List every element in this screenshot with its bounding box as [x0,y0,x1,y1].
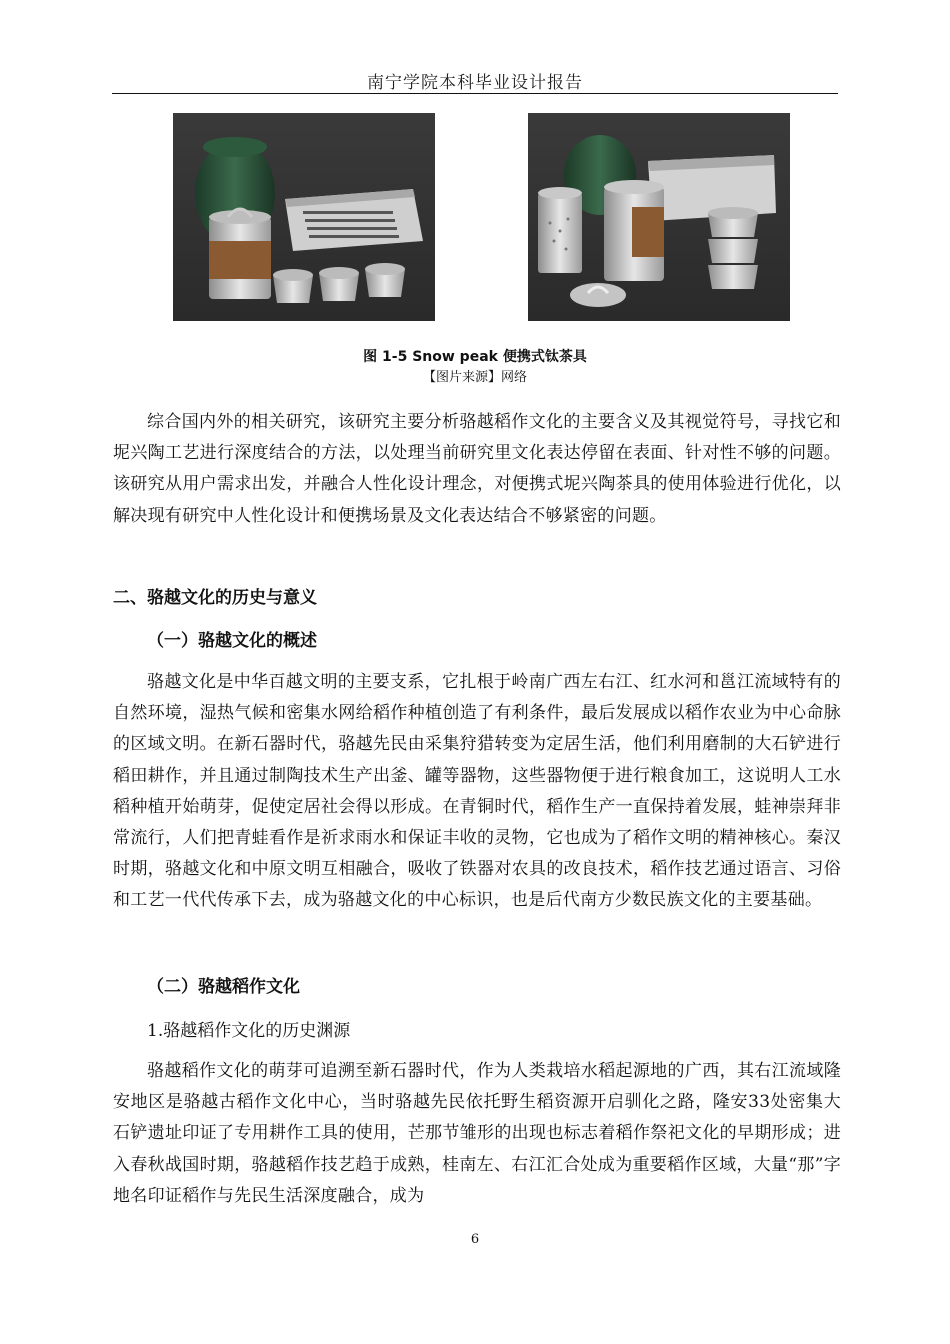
overview-paragraph-block [113,667,841,917]
overview-paragraph: 骆越文化是中华百越文明的主要支系，它扎根于岭南广西左右江、红水河和邕江流域特有的自然环境，湿热气候和密集水网给稻作种植创造了有利条件，最后发展成以稻作农业为中心命脉的区域文明。在新石器时代，骆越先民由采集狩猎转变为定居生活，他们利用磨制的大石铲进行稻田耕作，并且通过制陶技术生产出釜、罐等器物，这些器物便于进行粮食加工，这说明人工水稻种植开始萌芽，促使定居社会得以形成。在青铜时代，稻作生产一直保持着发展，蛙神崇拜非常流行，人们把青蛙看作是祈求雨水和保证丰收的灵物，它也成为了稻作文明的精神核心。秦汉时期，骆越文化和中原文明互相融合，吸收了铁器对农具的改良技术，稻作技艺通过语言、习俗和工艺一代代传承下去，成为骆越文化的中心标识，也是后代南方少数民族文化的主要基础。 [113,672,841,911]
history-paragraph: 骆越稻作文化的萌芽可追溯至新石器时代，作为人类栽培水稻起源地的广西，其右江流域隆安地区是骆越古稻作文化中心，当时骆越先民依托野生稻资源开启驯化之路，隆安33处密集大石铲遗址印证了专用耕作工具的使用，芒那节雏形的出现也标志着稻作祭祀文化的早期形成；进入春秋战国时期，骆越稻作技艺趋于成熟，桂南左、右江汇合处成为重要稻作区域，大量“那”字地名印证稻作与先民生活深度融合，成为 [113,1061,841,1206]
photo-tea-set-right [528,113,790,321]
item-heading-history: 1.骆越稻作文化的历史渊源 [147,1021,351,1041]
figure-source: 【图片来源】网络 [422,370,527,385]
subsection-heading-overview: （一）骆越文化的概述 [147,631,317,651]
photo-tea-set-left [173,113,435,321]
header-divider [112,93,838,94]
figure-caption: 图 1-5 Snow peak 便携式钛茶具 [363,349,587,365]
page-header-title: 南宁学院本科毕业设计报告 [367,73,583,93]
intro-paragraph: 综合国内外的相关研究，该研究主要分析骆越稻作文化的主要含义及其视觉符号，寻找它和坭兴陶工艺进行深度结合的方法，以处理当前研究里文化表达停留在表面、针对性不够的问题。该研究从用户需求出发，并融合人性化设计理念，对便携式坭兴陶茶具的使用体验进行优化，以解决现有研究中人性化设计和便携场景及文化表达结合不够紧密的问题。 [113,412,841,526]
intro-paragraph-block [113,407,841,532]
page-number: 6 [470,1232,480,1247]
history-paragraph-block [113,1056,841,1212]
subsection-heading-rice-culture: （二）骆越稻作文化 [147,977,300,997]
section-heading: 二、骆越文化的历史与意义 [113,588,317,608]
